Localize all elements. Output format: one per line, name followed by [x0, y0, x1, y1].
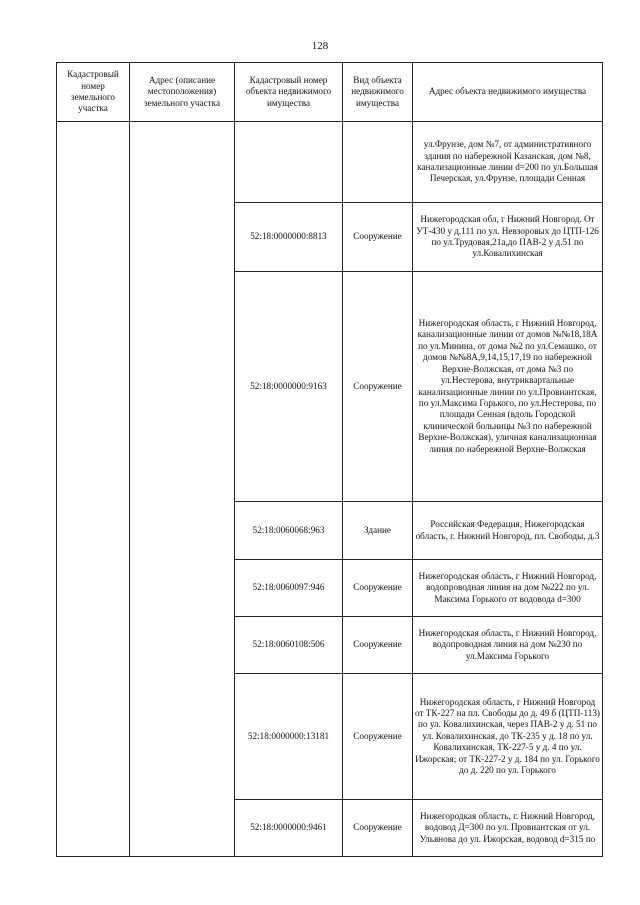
- object-cadastral-cell: 52:18:0000000:9163: [235, 272, 343, 502]
- object-address-cell: Нижегородская область, г Нижний Новгород, водопроводная линия на дом №222 по ул. Максима Горького от водовода d=300: [413, 560, 603, 617]
- object-type-cell: Сооружение: [343, 800, 413, 857]
- object-address-cell: Нижегородская обл, г Нижний Новгород. От УТ-430 у д.111 по ул. Невзоровых до ЦТП-126 по ул.Трудовая,21а,до ПАВ-2 у д.51 по ул.Ковалихинская: [413, 203, 603, 272]
- object-type-cell: [343, 122, 413, 203]
- object-type-cell: Сооружение: [343, 272, 413, 502]
- object-address-cell: Нижегородская область, г Нижний Новгород, канализационные линии от домов №№18,18А по ул.Минина, от дома №2 по ул.Семашко, от домов №№8А,9,14,15,17,19 по набережной Верхне-Волжская, от дома №3 по ул.Нестерова, внутриквартальные канализационные линии по ул.Провиантская, по ул.Максима Горького, по ул.Нестерова, по площади Сенная (вдоль Городской клинической больницы №3 по набережной Верхне-Волжская), уличная канализационная линия по набережной Верхне-Волжская: [413, 272, 603, 502]
- object-cadastral-cell: 52:18:0000000:13181: [235, 674, 343, 800]
- object-address-cell: Нижегородская область, г Нижний Новгород от ТК-227 на пл. Свободы до д. 49 б (ЦТП-113) по ул. Ковалихинская, через ПАВ-2 у д. 51 по ул. Ковалихинская, до ТК-235 у д. 18 по ул. Ковалихинская, ТК-227-5 у д. 4 по ул. Ижорская; от ТК-227-2 у д. 184 по ул. Горького до д. 220 по ул. Горького: [413, 674, 603, 800]
- land-address-cell: [130, 122, 235, 857]
- header-object-type: Вид объекта недвижимого имущества: [343, 63, 413, 122]
- object-address-cell: Нижегородкая область, г. Нижний Новгород, водовод Д=300 по ул. Провиантская от ул. Ульянова до ул. Ижорская, водовод d=315 по: [413, 800, 603, 857]
- object-type-cell: Сооружение: [343, 560, 413, 617]
- header-object-cadastral-number: Кадастровый номер объекта недвижимого имущества: [235, 63, 343, 122]
- header-land-address: Адрес (описание местоположения) земельного участка: [130, 63, 235, 122]
- object-type-cell: Здание: [343, 502, 413, 560]
- object-address-cell: Российская Федерация, Нижегородская область, г. Нижний Новгород, пл. Свободы, д.3: [413, 502, 603, 560]
- object-type-cell: Сооружение: [343, 203, 413, 272]
- object-address-cell: Нижегородская область, г Нижний Новгород, водопроводная линия на дом №230 по ул.Максима Горького: [413, 617, 603, 674]
- object-type-cell: Сооружение: [343, 617, 413, 674]
- object-cadastral-cell: 52:18:0000000:8813: [235, 203, 343, 272]
- page-number: 128: [311, 40, 329, 52]
- object-cadastral-cell: 52:18:0060097:946: [235, 560, 343, 617]
- table-row: [57, 122, 603, 203]
- object-cadastral-cell: [235, 122, 343, 203]
- object-cadastral-cell: 52:18:0060068:963: [235, 502, 343, 560]
- object-type-cell: Сооружение: [343, 674, 413, 800]
- object-address-cell: ул.Фрунзе, дом №7, от административного здания по набережной Казанская, дом №8, канализационные линии d=200 по ул.Большая Печерская, ул.Фрунзе, площади Сенная: [413, 122, 603, 203]
- header-object-address: Адрес объекта недвижимого имущества: [413, 63, 603, 122]
- header-land-cadastral-number: Кадастровый номер земельного участка: [57, 63, 130, 122]
- object-cadastral-cell: 52:18:0000000:9461: [235, 800, 343, 857]
- registry-table: [56, 62, 603, 857]
- land-cadastral-cell: [57, 122, 130, 857]
- object-cadastral-cell: 52:18:0060108:506: [235, 617, 343, 674]
- table-header-row: [57, 63, 603, 122]
